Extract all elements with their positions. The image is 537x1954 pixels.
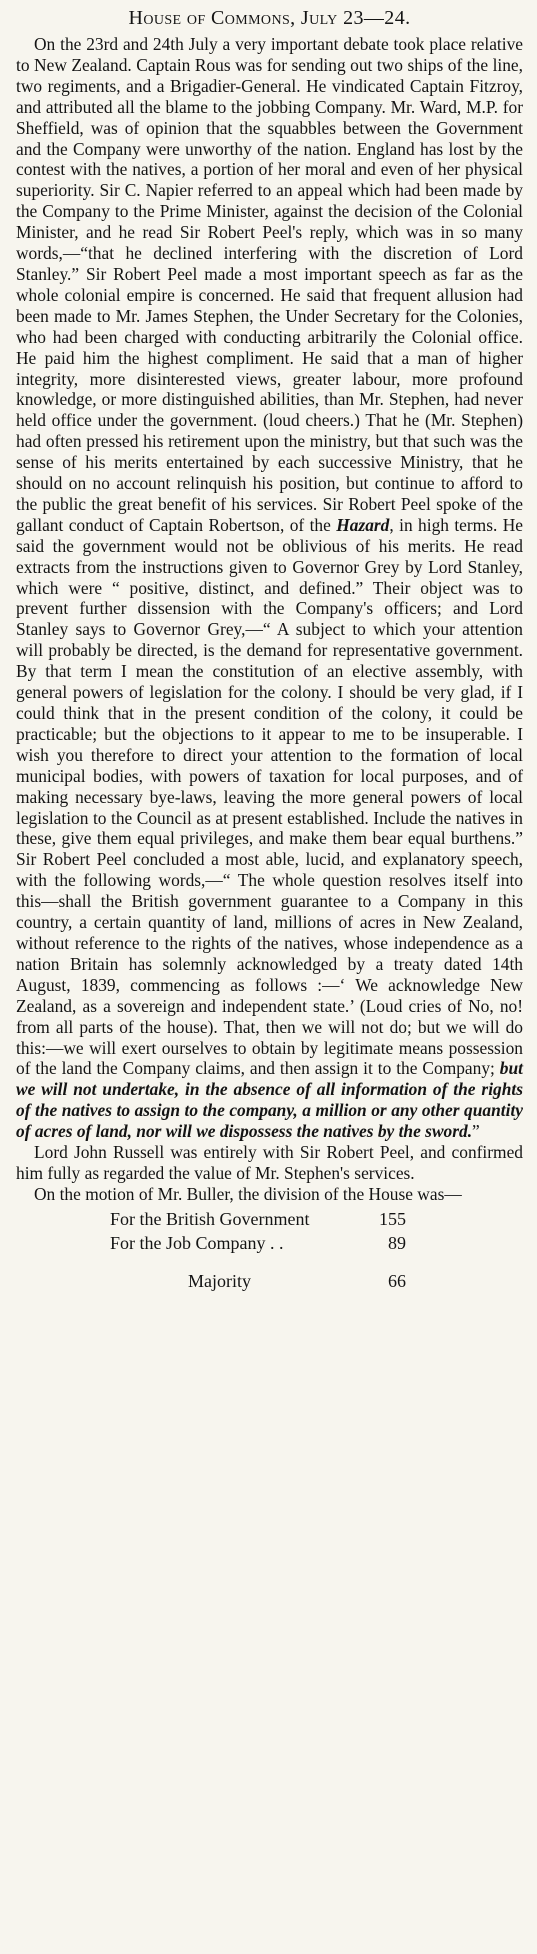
paragraph-debate [16,34,523,1142]
text-segment: On the 23rd and 24th July a very important debate took place relative to New Zealand. Captain Rous was for sending out two ships of the line, two regiments, and a Brigadier-General. He vindicated Captain Fitzroy, and attributed all the blame to the jobbing Company. Mr. Ward, M.P. for Sheffield, was of opinion that the squabbles between the Government and the Company were unworthy of the nation. England has lost by the contest with the natives, a portion of her moral and even of her physical superiority. Sir C. Napier referred to an appeal which had been made by the Company to the Prime Minister, against the decision of the Colonial Minister, and he read Sir Robert Peel's reply, which was in so many words,—“that he declined interfering with the discretion of Lord Stanley.” Sir Robert Peel made a most important speech as far as the whole colonial empire is concerned. He said that frequent allusion had been made to Mr. James Stephen, the Under Secretary for the Colonies, who had been charged with conducting arbitrarily the Colonial office. He paid him the highest compliment. He said that a man of higher integrity, more disinterested views, greater labour, more profound knowledge, or more distinguished abilities, than Mr. Stephen, had never held office under the government. (loud cheers.) That he (Mr. Stephen) had often pressed his retirement upon the ministry, but that such was the sense of his merits entertained by each successive Ministry, that he should on no account relinquish his position, but continue to afford to the public the great benefit of his services. Sir Robert Peel spoke of the gallant conduct of Captain Robertson, of the [16,34,523,535]
paragraph-russell [16,1142,523,1184]
vote-label: For the Job Company . . [110,1232,284,1253]
majority-row [16,1269,523,1293]
text-segment: , in high terms. He said the government would not be oblivious of his merits. He read extracts from the instructions given to Governor Grey by Lord Stanley, which were “ positive, distinct, and defined.” Their object was to prevent further dissension with the Company's officers; and Lord Stanley says to Governor Grey,—“ A subject to which your attention will probably be directed, is the demand for representative government. By that term I mean the constitution of an elective assembly, with general powers of legislation for the colony. I should be very glad, if I could think that in the present condition of the colony, it could be practicable; but the objections to it appear to me to be insuperable. I wish you therefore to direct your attention to the formation of local municipal bodies, with powers of taxation for local purposes, and of making necessary bye-laws, leaving the more general powers of local legislation to the Council as at present established. Include the natives in these, give them equal privileges, and make them bear equal burthens.” Sir Robert Peel concluded a most able, lucid, and explanatory speech, with the following words,—“ The whole question resolves itself into this—shall the British government guarantee to a Company in this country, a certain quantity of land, millions of acres in New Zealand, without reference to the rights of the natives, whose independence as a nation Britain has solemnly acknowledged by a treaty dated 14th August, 1839, commencing as follows :—‘ We acknowledge New Zealand, as a sovereign and independent state.’ (Loud cries of No, no! from all parts of the house). That, then we will not do; but we will do this:—we will exert ourselves to obtain by legitimate means possession of the land the Company claims, and then assign it to the Company; [16,514,523,1079]
majority-label: Majority [188,1270,251,1291]
vote-count: 89 [388,1232,406,1253]
vote-row [16,1231,523,1255]
article-body [16,34,523,1205]
article-heading: House of Commons, July 23—24. [128,7,411,29]
vote-row [16,1207,523,1231]
text-segment: Lord John Russell was entirely with Sir Robert Peel, and confirmed him fully as regarded the value of Mr. Stephen's services. [16,1142,523,1183]
ship-name-hazard: Hazard [336,514,390,535]
vote-label: For the British Government [110,1208,310,1229]
paragraph-motion [16,1184,523,1205]
majority-count: 66 [388,1270,406,1291]
division-table [16,1207,523,1293]
text-segment: On the motion of Mr. Buller, the division of the House was— [34,1183,462,1204]
text-segment: ” [472,1121,480,1142]
vote-count: 155 [379,1208,406,1229]
italic-quotation: but we will not undertake, in the absence of all information of the rights of the natives to assign to the company, a million or any other quantity of acres of land, nor will we dispossess the natives by the sword. [16,1058,523,1142]
